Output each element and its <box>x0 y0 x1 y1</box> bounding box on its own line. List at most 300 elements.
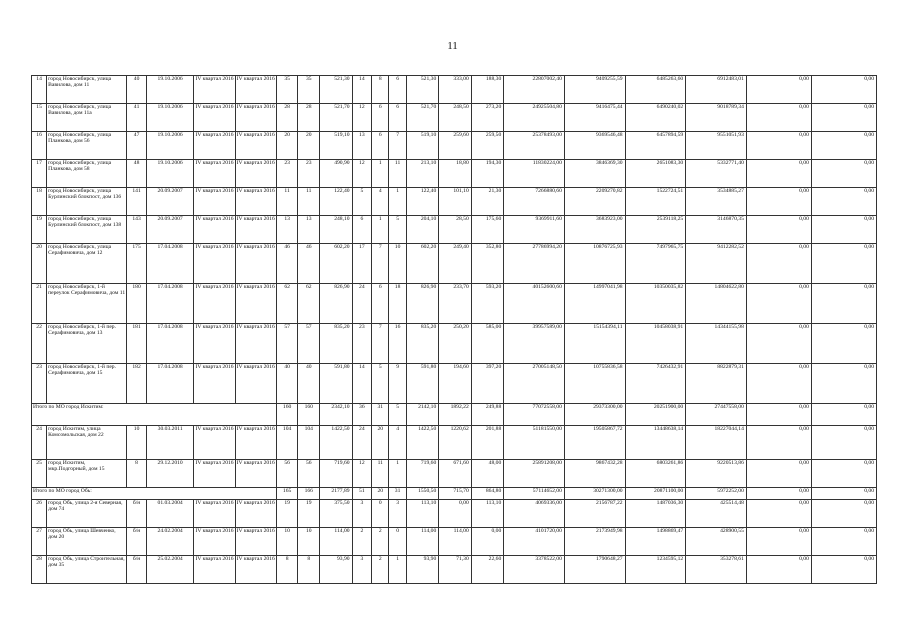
table-cell: 13 <box>352 132 372 160</box>
table-cell: 29373300,00 <box>564 404 625 426</box>
table-cell: IV квартал 2016 <box>235 244 276 284</box>
table-cell: 28 <box>298 104 320 132</box>
table-cell: 0,00 <box>811 104 876 132</box>
table-cell: 62 <box>298 284 320 324</box>
table-cell: 521,30 <box>406 76 439 104</box>
table-cell: 19 <box>276 500 298 528</box>
table-cell: IV квартал 2016 <box>194 216 235 244</box>
table-cell: 259,60 <box>439 132 472 160</box>
table-cell: 40 <box>127 76 147 104</box>
table-cell: 26 <box>32 500 47 528</box>
table-cell: 213,10 <box>406 160 439 188</box>
table-row <box>32 426 877 460</box>
table-cell: 20 <box>298 132 320 160</box>
table-cell: IV квартал 2016 <box>235 426 276 460</box>
table-cell: 9409255,59 <box>564 76 625 104</box>
table-cell: 28 <box>32 556 47 584</box>
table-cell: 11830224,00 <box>504 160 565 188</box>
table-cell: 0,00 <box>811 460 876 488</box>
table-cell: IV квартал 2016 <box>194 104 235 132</box>
table-cell: 20 <box>32 244 47 284</box>
table-cell: 7 <box>389 132 406 160</box>
housing-table <box>31 75 877 584</box>
table-cell: 2209270,82 <box>564 188 625 216</box>
table-cell: 2651083,30 <box>625 160 686 188</box>
table-cell: 3378522,00 <box>504 556 565 584</box>
table-cell: город Новосибирск, улица Бурлинский блокпост, дом 138 <box>47 216 127 244</box>
table-row <box>32 160 877 188</box>
table-cell: 6803261,86 <box>625 460 686 488</box>
table-cell: 11 <box>298 188 320 216</box>
table-cell: город Новосибирск, улица Вавилова, дом 11а <box>47 104 127 132</box>
table-cell: 585,00 <box>471 324 504 364</box>
table-cell: 8 <box>276 556 298 584</box>
table-cell: 519,10 <box>406 132 439 160</box>
table-row <box>32 556 877 584</box>
table-cell: 0,00 <box>811 426 876 460</box>
table-cell: 6485263,60 <box>625 76 686 104</box>
table-cell: 5972252,00 <box>686 488 747 500</box>
table-cell: 14344155,98 <box>686 324 747 364</box>
table-cell: 39957589,00 <box>504 324 565 364</box>
table-cell: 17.04.2008 <box>146 244 194 284</box>
table-cell: 40152600,60 <box>504 284 565 324</box>
table-cell: город Обь, улица Шевченко, дом 20 <box>47 528 127 556</box>
table-cell: 194,60 <box>439 364 472 404</box>
table-cell: 17.04.2008 <box>146 284 194 324</box>
table-cell: 01.03.2004 <box>146 500 194 528</box>
table-cell: 2 <box>352 528 372 556</box>
table-cell: 0,00 <box>439 500 472 528</box>
table-cell: 864,80 <box>471 488 504 500</box>
table-cell: 46 <box>276 244 298 284</box>
table-cell: 1892,22 <box>439 404 472 426</box>
table-cell: 15154394,11 <box>564 324 625 364</box>
table-cell: 9412282,52 <box>686 244 747 284</box>
table-cell: 114,00 <box>320 528 353 556</box>
table-cell: 13448638,14 <box>625 426 686 460</box>
table-cell: 24 <box>352 426 372 460</box>
table-cell: 9369911,60 <box>504 216 565 244</box>
table-cell: IV квартал 2016 <box>235 284 276 324</box>
table-cell: 16 <box>389 324 406 364</box>
table-cell: 35 <box>276 76 298 104</box>
table-cell: 19.10.2006 <box>146 76 194 104</box>
table-cell: 1 <box>389 460 406 488</box>
table-cell: 519,10 <box>320 132 353 160</box>
table-cell: 428900,55 <box>686 528 747 556</box>
summary-row <box>32 404 877 426</box>
table-cell: 23 <box>352 324 372 364</box>
table-cell: 3534885,27 <box>686 188 747 216</box>
table-cell: 0,00 <box>746 76 811 104</box>
table-cell: 8822879,31 <box>686 364 747 404</box>
table-cell: 71,30 <box>439 556 472 584</box>
table-row <box>32 76 877 104</box>
table-cell: 826,90 <box>320 284 353 324</box>
table-cell: IV квартал 2016 <box>235 132 276 160</box>
table-cell: 17 <box>32 160 47 188</box>
table-cell: 5 <box>372 364 389 404</box>
table-cell: 18,80 <box>439 160 472 188</box>
table-cell: 19.10.2006 <box>146 104 194 132</box>
table-cell: 143 <box>127 216 147 244</box>
table-cell: 40 <box>298 364 320 404</box>
table-cell: 6912483,01 <box>686 76 747 104</box>
table-cell: 35 <box>298 76 320 104</box>
table-cell: 56 <box>298 460 320 488</box>
table-cell: 1 <box>389 556 406 584</box>
table-cell: 4 <box>389 426 406 460</box>
table-cell: 5 <box>389 216 406 244</box>
table-cell: 9 <box>389 364 406 404</box>
table-cell: 671,60 <box>439 460 472 488</box>
table-cell: 602,20 <box>320 244 353 284</box>
table-cell: 4069336,00 <box>504 500 565 528</box>
table-cell: 8 <box>298 556 320 584</box>
table-cell: IV квартал 2016 <box>194 426 235 460</box>
table-cell: 375,50 <box>320 500 353 528</box>
table-cell: 353278,61 <box>686 556 747 584</box>
table-cell: 2539118,25 <box>625 216 686 244</box>
table-cell: 23 <box>298 160 320 188</box>
table-cell: 0,00 <box>746 460 811 488</box>
table-cell: 2177,89 <box>320 488 353 500</box>
table-cell: 826,90 <box>406 284 439 324</box>
table-cell: б/н <box>127 500 147 528</box>
table-cell: 591,80 <box>320 364 353 404</box>
table-cell: 113,10 <box>471 500 504 528</box>
summary-label: Итого по МО город Обь: <box>32 488 277 500</box>
table-cell: IV квартал 2016 <box>194 284 235 324</box>
table-cell: 2342,10 <box>320 404 353 426</box>
table-cell: 182 <box>127 364 147 404</box>
table-cell: 0,00 <box>811 364 876 404</box>
table-cell: 20.09.2007 <box>146 188 194 216</box>
table-cell: 0,00 <box>746 556 811 584</box>
table-cell: 6490240,02 <box>625 104 686 132</box>
table-cell: 27786994,20 <box>504 244 565 284</box>
table-cell: 6 <box>372 132 389 160</box>
table-cell: 12 <box>352 460 372 488</box>
table-cell: 0,00 <box>811 244 876 284</box>
table-cell: 57 <box>276 324 298 364</box>
table-cell: 30.03.2011 <box>146 426 194 460</box>
table-cell: 0,00 <box>746 364 811 404</box>
table-cell: 0,00 <box>811 528 876 556</box>
table-cell: 51181550,00 <box>504 426 565 460</box>
table-cell: 62 <box>276 284 298 324</box>
table-cell: 20871100,00 <box>625 488 686 500</box>
table-row <box>32 324 877 364</box>
table-cell: 23 <box>32 364 47 404</box>
table-cell: 250,20 <box>439 324 472 364</box>
table-cell: 19.10.2006 <box>146 132 194 160</box>
table-cell: 93,90 <box>320 556 353 584</box>
table-cell: 24 <box>352 284 372 324</box>
table-cell: город Новосибирск, улица Планкова, дом 58 <box>47 160 127 188</box>
table-row <box>32 364 877 404</box>
table-cell: 13 <box>276 216 298 244</box>
table-cell: IV квартал 2016 <box>235 364 276 404</box>
table-cell: 0,00 <box>746 244 811 284</box>
summary-label: Итого по МО город Искитим: <box>32 404 277 426</box>
table-cell: 521,70 <box>406 104 439 132</box>
table-row <box>32 284 877 324</box>
table-cell: 6 <box>352 216 372 244</box>
table-row <box>32 244 877 284</box>
table-cell: IV квартал 2016 <box>194 76 235 104</box>
table-cell: город Искитим, мкр.Подгорный, дом 15 <box>47 460 127 488</box>
table-cell: 17.04.2008 <box>146 364 194 404</box>
table-cell: IV квартал 2016 <box>235 188 276 216</box>
table-cell: 31 <box>372 404 389 426</box>
table-cell: 25 <box>32 460 47 488</box>
table-cell: 8 <box>372 76 389 104</box>
table-cell: 19 <box>298 500 320 528</box>
table-cell: 25378493,00 <box>504 132 565 160</box>
table-cell: 24925504,80 <box>504 104 565 132</box>
table-cell: IV квартал 2016 <box>235 556 276 584</box>
table-cell: IV квартал 2016 <box>235 76 276 104</box>
table-cell: 0,00 <box>746 324 811 364</box>
table-cell: 25891208,00 <box>504 460 565 488</box>
table-cell: 20 <box>372 488 389 500</box>
table-cell: 0,00 <box>811 132 876 160</box>
table-cell: 0,00 <box>811 188 876 216</box>
table-cell: 10458038,91 <box>625 324 686 364</box>
table-cell: 8 <box>127 460 147 488</box>
table-cell: 7 <box>372 244 389 284</box>
table-cell: 12 <box>352 104 372 132</box>
table-cell: IV квартал 2016 <box>194 528 235 556</box>
table-cell: 27 <box>32 528 47 556</box>
table-cell: б/н <box>127 556 147 584</box>
table-cell: 57114652,00 <box>504 488 565 500</box>
table-cell: 10 <box>389 244 406 284</box>
table-cell: 2142,10 <box>406 404 439 426</box>
table-cell: IV квартал 2016 <box>194 460 235 488</box>
table-cell: город Новосибирск, улица Вавилова, дом 11 <box>47 76 127 104</box>
table-cell: город Искитим, улица Комсомольская, дом 22 <box>47 426 127 460</box>
table-cell: 104 <box>276 426 298 460</box>
table-cell: 22 <box>32 324 47 364</box>
table-cell: 490,90 <box>320 160 353 188</box>
page-number: 11 <box>447 40 458 52</box>
table-cell: 18 <box>389 284 406 324</box>
table-cell: 24.02.2004 <box>146 528 194 556</box>
table-cell: 6457894,59 <box>625 132 686 160</box>
table-cell: 352,80 <box>471 244 504 284</box>
table-cell: 101,10 <box>439 188 472 216</box>
table-cell: 25.02.2004 <box>146 556 194 584</box>
table-cell: 20 <box>372 426 389 460</box>
table-cell: 175 <box>127 244 147 284</box>
table-cell: город Новосибирск, 1-й пер. Серафимовича, дом 15 <box>47 364 127 404</box>
table-cell: 1422,50 <box>406 426 439 460</box>
table-cell: 1 <box>372 160 389 188</box>
table-cell: IV квартал 2016 <box>194 132 235 160</box>
table-cell: 188,30 <box>471 76 504 104</box>
table-cell: 0,00 <box>746 284 811 324</box>
table-cell: 13 <box>298 216 320 244</box>
table-cell: 1522724,51 <box>625 188 686 216</box>
table-cell: IV квартал 2016 <box>194 324 235 364</box>
table-cell: 0,00 <box>811 284 876 324</box>
table-cell: 1550,50 <box>406 488 439 500</box>
table-cell: 201,88 <box>471 426 504 460</box>
table-cell: 14 <box>352 364 372 404</box>
table-cell: IV квартал 2016 <box>235 104 276 132</box>
table-cell: 0 <box>372 500 389 528</box>
table-cell: 19 <box>32 216 47 244</box>
table-cell: 10 <box>127 426 147 460</box>
table-row <box>32 460 877 488</box>
table-cell: 77072558,00 <box>504 404 565 426</box>
table-row <box>32 104 877 132</box>
table-cell: 0,00 <box>471 528 504 556</box>
table-cell: 521,70 <box>320 104 353 132</box>
table-cell: 6 <box>372 104 389 132</box>
table-cell: 10 <box>298 528 320 556</box>
table-cell: 114,00 <box>406 528 439 556</box>
table-cell: 248,50 <box>439 104 472 132</box>
table-cell: 835,20 <box>406 324 439 364</box>
table-cell: 17.04.2008 <box>146 324 194 364</box>
table-cell: 4 <box>372 188 389 216</box>
table-cell: 1220,62 <box>439 426 472 460</box>
table-cell: 3146870,35 <box>686 216 747 244</box>
table-cell: 0,00 <box>746 188 811 216</box>
table-cell: 593,20 <box>471 284 504 324</box>
table-cell: 17 <box>352 244 372 284</box>
table-cell: 51 <box>352 488 372 500</box>
table-cell: 0,00 <box>811 76 876 104</box>
table-cell: IV квартал 2016 <box>235 324 276 364</box>
table-cell: 20.09.2007 <box>146 216 194 244</box>
table-cell: IV квартал 2016 <box>194 364 235 404</box>
table-cell: 19.10.2006 <box>146 160 194 188</box>
table-cell: 181 <box>127 324 147 364</box>
table-cell: 9867432,28 <box>564 460 625 488</box>
table-cell: 0,00 <box>746 132 811 160</box>
table-cell: IV квартал 2016 <box>235 460 276 488</box>
table-cell: 3 <box>352 500 372 528</box>
table-cell: 6 <box>372 284 389 324</box>
table-cell: 719,60 <box>406 460 439 488</box>
table-cell: 5 <box>389 404 406 426</box>
table-cell: 2173949,98 <box>564 528 625 556</box>
table-cell: 259,50 <box>471 132 504 160</box>
table-cell: 204,10 <box>406 216 439 244</box>
table-cell: 3683923,00 <box>564 216 625 244</box>
table-cell: 48,00 <box>471 460 504 488</box>
table-cell: 16 <box>32 132 47 160</box>
table-cell: 93,90 <box>406 556 439 584</box>
table-cell: 0,00 <box>746 160 811 188</box>
table-row <box>32 132 877 160</box>
table-cell: 166 <box>298 488 320 500</box>
table-cell: 29.12.2010 <box>146 460 194 488</box>
table-cell: 9220513,86 <box>686 460 747 488</box>
table-cell: 1 <box>389 188 406 216</box>
table-cell: 0,00 <box>746 500 811 528</box>
table-cell: 2 <box>372 528 389 556</box>
table-cell: 10876725,93 <box>564 244 625 284</box>
table-cell: 18227044,14 <box>686 426 747 460</box>
table-cell: 6 <box>389 76 406 104</box>
table-cell: 20 <box>276 132 298 160</box>
table-cell: 47 <box>127 132 147 160</box>
table-cell: 11 <box>389 160 406 188</box>
table-cell: 15 <box>32 104 47 132</box>
table-cell: 2 <box>372 556 389 584</box>
table-cell: город Новосибирск, 1-й пер. Серафимовича, дом 13 <box>47 324 127 364</box>
table-cell: 36 <box>352 404 372 426</box>
table-cell: 0,00 <box>811 216 876 244</box>
table-cell: 0,00 <box>811 556 876 584</box>
table-cell: 20251900,00 <box>625 404 686 426</box>
table-cell: 0,00 <box>811 160 876 188</box>
table-cell: 0,00 <box>811 324 876 364</box>
table-cell: 22807002,40 <box>504 76 565 104</box>
table-cell: 31 <box>389 488 406 500</box>
table-cell: 11 <box>372 460 389 488</box>
table-cell: город Новосибирск, улица Серафимовича, дом 12 <box>47 244 127 284</box>
table-cell: 160 <box>298 404 320 426</box>
table-cell: IV квартал 2016 <box>235 160 276 188</box>
table-cell: город Новосибирск, 1-й переулок Серафимовича, дом 11 <box>47 284 127 324</box>
table-cell: 113,10 <box>406 500 439 528</box>
table-cell: 41 <box>127 104 147 132</box>
table-row <box>32 216 877 244</box>
table-cell: 10755836,58 <box>564 364 625 404</box>
table-cell: 10 <box>276 528 298 556</box>
table-cell: 180 <box>127 284 147 324</box>
table-cell: 14997041,98 <box>564 284 625 324</box>
table-cell: 5 <box>352 188 372 216</box>
table-cell: 2156787,22 <box>564 500 625 528</box>
table-cell: 57 <box>298 324 320 364</box>
table-cell: 28,50 <box>439 216 472 244</box>
table-cell: 425514,48 <box>686 500 747 528</box>
table-cell: 7497965,75 <box>625 244 686 284</box>
table-cell: город Обь, улица Строительная, дом 35 <box>47 556 127 584</box>
table-cell: 104 <box>298 426 320 460</box>
table-cell: 18 <box>32 188 47 216</box>
table-cell: 27005148,50 <box>504 364 565 404</box>
table-cell: IV квартал 2016 <box>235 216 276 244</box>
table-cell: 9551051,93 <box>686 132 747 160</box>
table-cell: 273,20 <box>471 104 504 132</box>
table-row <box>32 528 877 556</box>
table-cell: 194,30 <box>471 160 504 188</box>
table-cell: 333,00 <box>439 76 472 104</box>
table-cell: 122,40 <box>320 188 353 216</box>
table-cell: 7266880,60 <box>504 188 565 216</box>
table-cell: 160 <box>276 404 298 426</box>
table-cell: город Обь, улица 2-я Северная, дом 74 <box>47 500 127 528</box>
table-cell: 40 <box>276 364 298 404</box>
table-cell: 3846369,30 <box>564 160 625 188</box>
table-cell: IV квартал 2016 <box>235 500 276 528</box>
table-cell: 1422,50 <box>320 426 353 460</box>
table-cell: 14804622,80 <box>686 284 747 324</box>
table-cell: 719,60 <box>320 460 353 488</box>
table-cell: 11 <box>276 188 298 216</box>
table-cell: IV квартал 2016 <box>194 500 235 528</box>
table-cell: 9369546,48 <box>564 132 625 160</box>
